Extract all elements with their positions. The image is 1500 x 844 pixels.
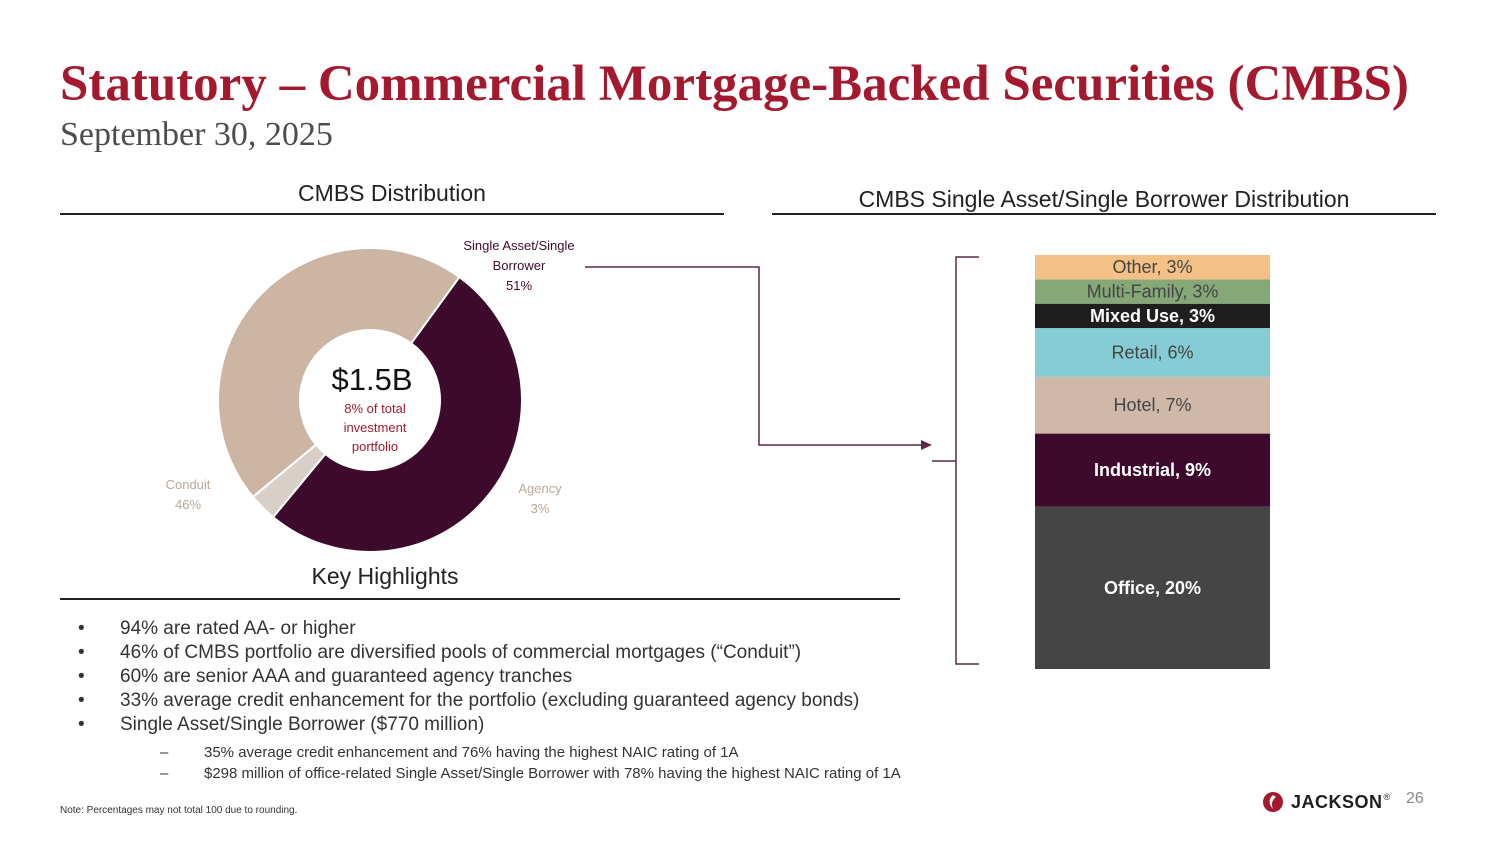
donut-slice-label: 46% <box>174 497 202 512</box>
donut-slice-label: Borrower <box>492 258 546 273</box>
bar-segment-label: Other, 3% <box>1112 257 1193 278</box>
donut-slice-label: Agency <box>518 481 562 496</box>
single-asset-distribution-title: CMBS Single Asset/Single Borrower Distribution <box>858 186 1350 212</box>
page-subtitle: September 30, 2025 <box>60 116 333 153</box>
cmbs-distribution-title: CMBS Distribution <box>298 180 486 206</box>
bar-segment-label: Mixed Use, 3% <box>1089 305 1216 326</box>
key-highlights-title: Key Highlights <box>311 563 459 589</box>
bar-segment-label: Hotel, 7% <box>1113 395 1192 416</box>
bracket-line <box>956 257 979 664</box>
highlight-item: • 60% are senior AAA and guaranteed agency tranches <box>76 665 859 689</box>
highlight-item: • 94% are rated AA- or higher <box>76 617 859 641</box>
key-highlights-rule <box>60 598 900 600</box>
donut-slice-label: Conduit <box>165 477 211 492</box>
donut-center-subtext: portfolio <box>351 439 399 454</box>
subpoint-item: – $298 million of office-related Single Asset/Single Borrower with 78% having the highest NAIC rating of 1A <box>160 763 901 784</box>
bar-segment-label: Industrial, 9% <box>1093 460 1212 481</box>
page-number: 26 <box>1406 790 1424 807</box>
jackson-logo-icon <box>1262 791 1284 813</box>
jackson-logo-mark: ® <box>1383 792 1391 802</box>
jackson-logo-text: JACKSON <box>1291 791 1383 812</box>
bar-segment-label: Multi-Family, 3% <box>1086 281 1219 302</box>
donut-center-value: $1.5B <box>331 362 413 397</box>
page-title: Statutory – Commercial Mortgage-Backed Securities (CMBS) <box>60 56 1409 112</box>
highlight-item: • 33% average credit enhancement for the portfolio (excluding guaranteed agency bonds) <box>76 689 859 713</box>
footnote: Note: Percentages may not total 100 due to rounding. <box>60 805 298 816</box>
donut-slice-label: Single Asset/Single <box>463 238 575 253</box>
bar-segment-label: Office, 20% <box>1103 577 1202 598</box>
donut-slice-label: 51% <box>505 278 533 293</box>
donut-center-subtext: 8% of total <box>344 401 406 416</box>
connector-line <box>585 267 922 445</box>
connector-arrowhead <box>921 440 932 450</box>
jackson-logo <box>1262 790 1390 814</box>
bar-segment-label: Retail, 6% <box>1111 342 1194 363</box>
donut-center-subtext: investment <box>343 420 407 435</box>
single-asset-subpoints <box>160 742 901 784</box>
donut-slice-label: 3% <box>530 501 550 516</box>
highlight-item: • Single Asset/Single Borrower ($770 million) <box>76 713 859 737</box>
subpoint-item: – 35% average credit enhancement and 76% having the highest NAIC rating of 1A <box>160 742 901 763</box>
highlight-item: • 46% of CMBS portfolio are diversified pools of commercial mortgages (“Conduit”) <box>76 641 859 665</box>
key-highlights-list <box>76 617 859 737</box>
